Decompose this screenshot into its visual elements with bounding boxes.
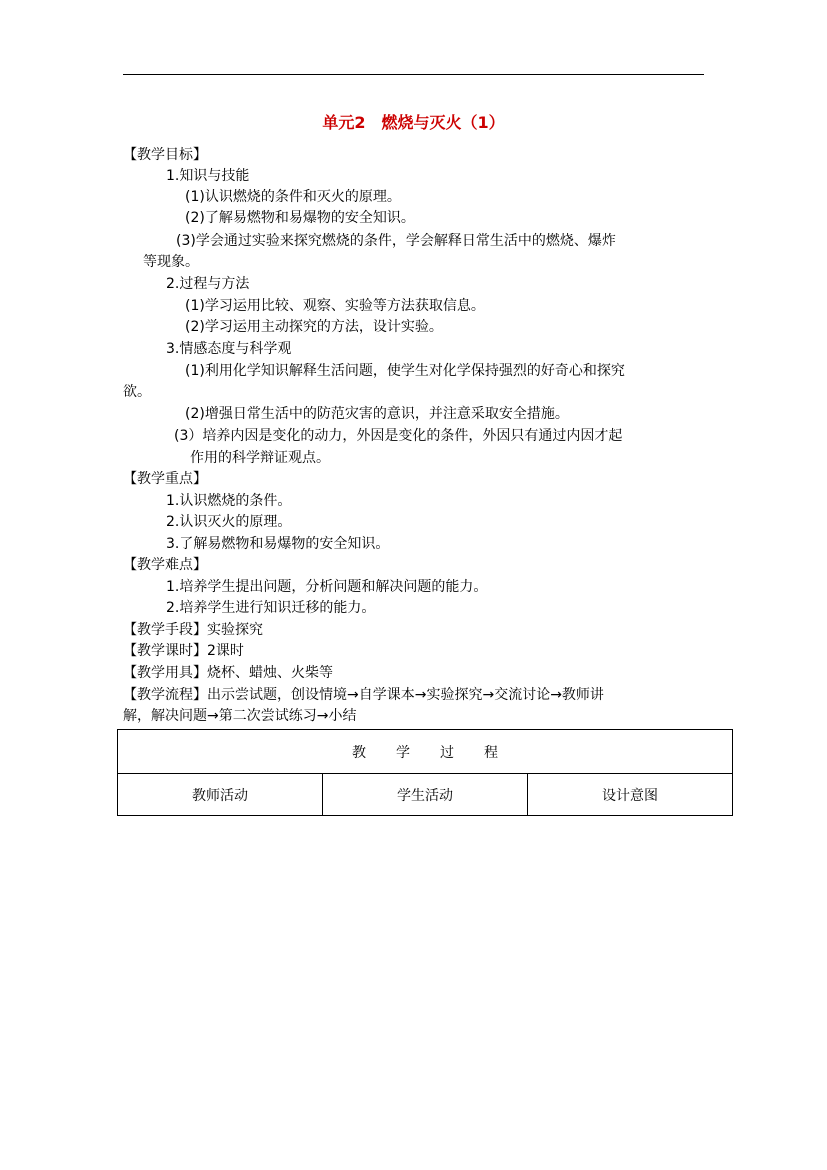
text-line: (3)学会通过实验来探究燃烧的条件，学会解释日常生活中的燃烧、爆炸: [176, 233, 616, 249]
text-line: 1.培养学生提出问题，分析问题和解决问题的能力。: [166, 579, 488, 595]
section-heading-objectives: 【教学目标】: [123, 147, 207, 163]
text-line: 1.认识燃烧的条件。: [166, 493, 292, 509]
section-heading-tools: 【教学用具】烧杯、蜡烛、火柴等: [123, 665, 333, 681]
text-line: 3.了解易燃物和易爆物的安全知识。: [166, 536, 390, 552]
text-line: 2.过程与方法: [166, 276, 250, 292]
section-heading-key-points: 【教学重点】: [123, 471, 207, 487]
text-line: 2.培养学生进行知识迁移的能力。: [166, 600, 376, 616]
text-line: (3）培养内因是变化的动力，外因是变化的条件，外因只有通过内因才起: [174, 428, 623, 444]
text-line: 等现象。: [143, 254, 199, 270]
column-teacher-activity: 教师活动: [118, 774, 323, 816]
page-title: 单元2 燃烧与灭火（1）: [322, 113, 505, 132]
table-header-row: [118, 730, 733, 774]
text-line: (1)学习运用比较、观察、实验等方法获取信息。: [185, 298, 485, 314]
process-table: [117, 729, 733, 816]
section-heading-periods: 【教学课时】2课时: [123, 643, 244, 659]
section-heading-methods: 【教学手段】实验探究: [123, 622, 263, 638]
text-line: 1.知识与技能: [166, 168, 250, 184]
text-line: (2)了解易燃物和易爆物的安全知识。: [185, 210, 415, 226]
column-student-activity: 学生活动: [323, 774, 528, 816]
text-line: (2)学习运用主动探究的方法，设计实验。: [185, 319, 443, 335]
text-line: 解，解决问题→第二次尝试练习→小结: [123, 708, 357, 724]
text-line: 3.情感态度与科学观: [166, 341, 292, 357]
text-line: 作用的科学辩证观点。: [190, 450, 330, 466]
header-rule: [123, 74, 704, 75]
section-heading-process: 【教学流程】出示尝试题，创设情境→自学课本→实验探究→交流讨论→教师讲: [123, 687, 604, 703]
text-line: 2.认识灭火的原理。: [166, 514, 292, 530]
text-line: (1)认识燃烧的条件和灭火的原理。: [185, 189, 401, 205]
text-line: (1)利用化学知识解释生活问题，使学生对化学保持强烈的好奇心和探究: [185, 363, 625, 379]
table-header-cell: [118, 730, 733, 774]
text-line: 欲。: [123, 384, 151, 400]
text-line: (2)增强日常生活中的防范灾害的意识，并注意采取安全措施。: [185, 406, 569, 422]
column-design-intent: 设计意图: [528, 774, 733, 816]
table-column-row: [118, 774, 733, 816]
table-header-text: 教学过程: [352, 744, 528, 761]
section-heading-difficulties: 【教学难点】: [123, 557, 207, 573]
